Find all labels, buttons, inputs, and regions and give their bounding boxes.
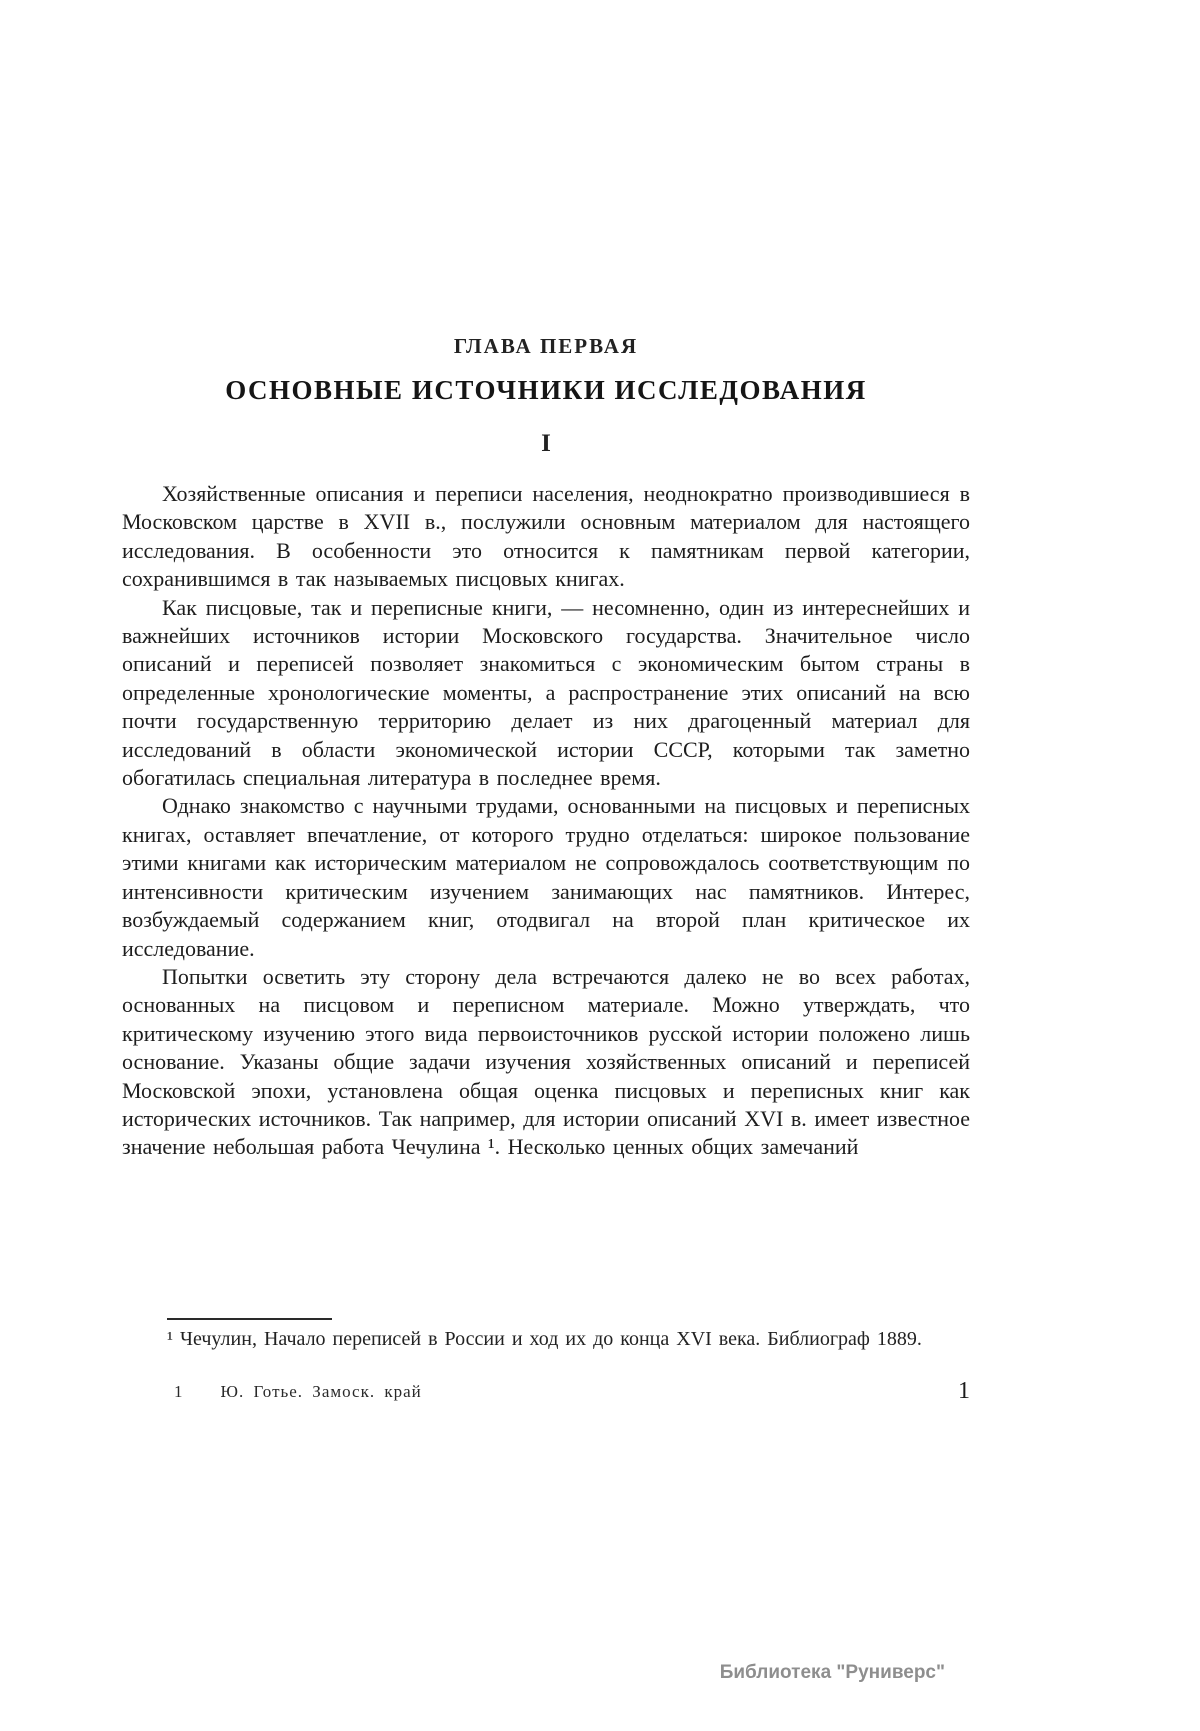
section-numeral: I	[541, 430, 551, 457]
chapter-label: ГЛАВА ПЕРВАЯ	[453, 334, 639, 358]
page-content	[122, 334, 970, 1162]
body-text	[122, 480, 970, 1162]
footnote-text: ¹ Чечулин, Начало переписей в России и ход их до конца XVI века. Библиограф 1889.	[167, 1328, 922, 1350]
chapter-title: ОСНОВНЫЕ ИСТОЧНИКИ ИССЛЕДОВАНИЯ	[225, 375, 867, 405]
body-paragraph-3: Однако знакомство с научными трудами, основанными на писцовых и переписных книгах, оставляет впечатление, от которого трудно отделаться: широкое пользование этими книгами как историческим материалом не сопровождалось соответствующим по интенсивности критическим изучением занимающих нас памятников. Интерес, возбуждаемый содержанием книг, отодвигал на второй план критическое их исследование.	[122, 793, 970, 961]
footnote-block	[122, 1318, 970, 1352]
body-paragraph-4: Попытки осветить эту сторону дела встречаются далеко не во всех работах, основанных на писцовом и переписном материале. Можно утверждать, что критическому изучению этого вида первоисточников русской истории положено лишь основание. Указаны общие задачи изучения хозяйственных описаний и переписей Московской эпохи, установлена общая оценка писцовых и переписных книг как исторических источников. Так например, для истории описаний XVI в. имеет известное значение небольшая работа Чечулина ¹. Несколько ценных общих замечаний	[122, 963, 970, 1160]
body-paragraph-2: Как писцовые, так и переписные книги, — несомненно, один из интереснейших и важнейших источников истории Московского государства. Значительное число описаний и переписей позволяет знакомиться с экономическим бытом страны в определенные хронологические моменты, а распространение этих описаний на всю почти государственную территорию делает из них драгоценный материал для исследований в области экономической истории СССР, которыми так заметно обогатилась специальная литература в последнее время.	[122, 594, 970, 791]
print-signature: 1 Ю. Готье. Замоск. край	[174, 1382, 422, 1401]
footnote-divider	[167, 1318, 332, 1320]
library-watermark: Библиотека "Руниверс"	[719, 1662, 945, 1683]
page-number: 1	[958, 1378, 970, 1404]
body-paragraph-1: Хозяйственные описания и переписи населения, неоднократно производившиеся в Московском царстве в XVII в., послужили основным материалом для настоящего исследования. В особенности это относится к памятникам первой категории, сохранившимся в так называемых писцовых книгах.	[122, 481, 970, 592]
